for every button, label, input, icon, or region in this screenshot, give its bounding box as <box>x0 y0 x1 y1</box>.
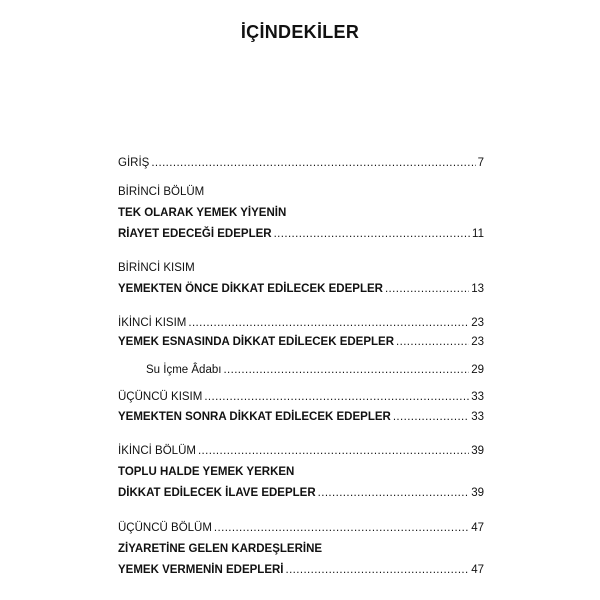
toc-entry-page: 23 <box>471 317 484 329</box>
toc-entry-label: BİRİNCİ KISIM <box>118 262 195 274</box>
toc-entry-label: DİKKAT EDİLECEK İLAVE EDEPLER <box>118 487 316 499</box>
toc-entry-label: YEMEK ESNASINDA DİKKAT EDİLECEK EDEPLER <box>118 336 395 348</box>
page-title: İÇİNDEKİLER <box>240 22 360 42</box>
toc-entry-yemek-esnasinda[interactable] <box>118 334 484 350</box>
leader-dots <box>223 362 469 378</box>
toc-entry-ikinci-bolum[interactable] <box>118 443 484 459</box>
toc-entry-title-line <box>118 541 484 557</box>
leader-dots <box>286 562 470 578</box>
leader-dots <box>274 226 470 242</box>
toc-entry-label: ÜÇÜNCÜ BÖLÜM <box>118 522 212 534</box>
toc-entry-label: İKİNCİ BÖLÜM <box>118 445 196 457</box>
toc-entry-label: ÜÇÜNCÜ KISIM <box>118 391 203 403</box>
toc-section-heading <box>118 184 484 200</box>
toc-entry-title-line <box>118 205 484 221</box>
toc-entry-page: 33 <box>471 411 484 423</box>
toc-entry-su-icme[interactable] <box>146 362 484 378</box>
toc-entry-title-line <box>118 464 484 480</box>
toc-entry-label: YEMEK VERMENİN EDEPLERİ <box>118 564 284 576</box>
toc-entry-label: BİRİNCİ BÖLÜM <box>118 186 205 198</box>
toc-entry-label: RİAYET EDECEĞİ EDEPLER <box>118 228 272 240</box>
toc-entry-ikinci-kisim[interactable] <box>118 315 484 331</box>
toc-entry-ucuncu-bolum[interactable] <box>118 520 484 536</box>
toc-entry-label: GİRİŞ <box>118 157 150 169</box>
toc-entry-page: 29 <box>471 364 484 376</box>
leader-dots <box>396 334 469 350</box>
toc-entry-label: YEMEKTEN ÖNCE DİKKAT EDİLECEK EDEPLER <box>118 283 383 295</box>
toc-entry-label: Su İçme Âdabı <box>146 364 222 376</box>
toc-entry-page: 23 <box>471 336 484 348</box>
leader-dots <box>214 520 469 536</box>
leader-dots <box>393 409 469 425</box>
leader-dots <box>188 315 469 331</box>
toc-entry-page: 47 <box>471 564 484 576</box>
toc-entry-page: 11 <box>472 228 484 240</box>
toc-entry-riayet[interactable] <box>118 226 484 242</box>
toc-entry-page: 7 <box>477 157 484 169</box>
toc-entry-label: ZİYARETİNE GELEN KARDEŞLERİNE <box>118 543 323 555</box>
toc-entry-page: 47 <box>471 522 484 534</box>
leader-dots <box>151 155 475 171</box>
toc-section-heading <box>118 260 484 276</box>
leader-dots <box>318 485 470 501</box>
toc-entry-dikkat-edilecek[interactable] <box>118 485 484 501</box>
toc-entry-page: 33 <box>471 391 484 403</box>
toc-entry-page: 13 <box>471 283 484 295</box>
toc-entry-ucuncu-kisim[interactable] <box>118 389 484 405</box>
toc-entry-label: TEK OLARAK YEMEK YİYENİN <box>118 207 287 219</box>
leader-dots <box>204 389 469 405</box>
toc-entry-yemekten-once[interactable] <box>118 281 484 297</box>
toc-entry-label: YEMEKTEN SONRA DİKKAT EDİLECEK EDEPLER <box>118 411 391 423</box>
toc-entry-page: 39 <box>471 487 484 499</box>
toc-entry-giris[interactable] <box>118 155 484 171</box>
toc-entry-label: İKİNCİ KISIM <box>118 317 187 329</box>
leader-dots <box>385 281 469 297</box>
toc-entry-yemekten-sonra[interactable] <box>118 409 484 425</box>
leader-dots <box>198 443 469 459</box>
toc-entry-label: TOPLU HALDE YEMEK YERKEN <box>118 466 295 478</box>
toc-entry-yemek-vermenin[interactable] <box>118 562 484 578</box>
toc-entry-page: 39 <box>471 445 484 457</box>
